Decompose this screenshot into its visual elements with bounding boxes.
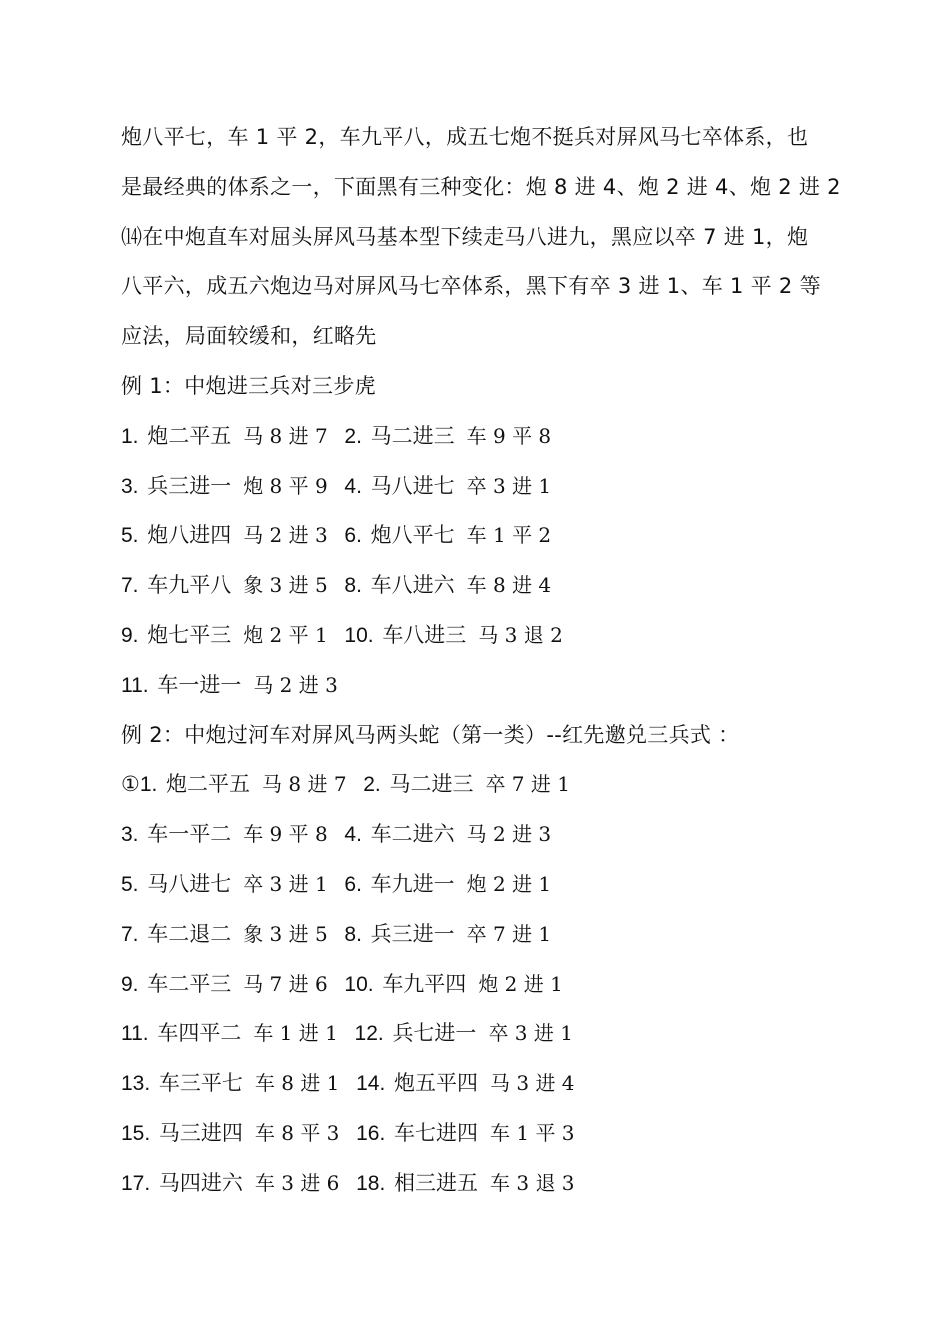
red-move: 车七进四 [394, 1120, 478, 1145]
move-number: 17. [121, 1171, 151, 1195]
red-move: 兵三进一 [147, 473, 232, 498]
move-pair [121, 661, 338, 711]
black-move: 车 9 平 8 [466, 423, 552, 448]
move-pair [121, 1159, 339, 1209]
move-number: 11. [121, 1022, 149, 1046]
move-row [121, 1159, 841, 1209]
black-move: 车 1 平 2 [466, 523, 552, 548]
move-number: 8. [344, 922, 362, 946]
move-pair [356, 1059, 574, 1109]
move-row [121, 611, 841, 661]
move-number: 4. [344, 474, 362, 498]
black-move: 车 9 平 8 [243, 822, 328, 847]
move-number: 18. [356, 1171, 386, 1195]
black-move: 车 8 进 4 [466, 573, 552, 598]
move-pair [121, 1009, 338, 1059]
document-content [121, 113, 841, 1209]
move-pair [356, 1109, 574, 1159]
black-move: 马 2 进 3 [466, 822, 552, 847]
black-move: 炮 2 平 1 [243, 622, 328, 647]
black-move: 马 7 进 6 [243, 971, 328, 996]
paragraph-line: ⒁在中炮直车对屈头屏风马基本型下续走马八进九，黑应以卒 7 进 1，炮 [121, 224, 809, 249]
black-move: 卒 3 进 1 [243, 871, 328, 896]
red-move: 炮七平三 [147, 622, 232, 647]
move-row [121, 462, 841, 512]
black-move: 马 3 进 4 [490, 1071, 575, 1096]
move-row [121, 810, 841, 860]
move-pair [121, 1109, 339, 1159]
move-row [121, 561, 841, 611]
move-number: 10. [344, 623, 374, 647]
red-move: 车八进三 [382, 622, 467, 647]
move-pair [121, 1059, 339, 1109]
move-number: 1. [121, 424, 139, 448]
black-move: 炮 2 进 1 [466, 871, 552, 896]
red-move: 兵三进一 [370, 921, 455, 946]
move-number: 9. [121, 972, 139, 996]
red-move: 马八进七 [370, 473, 455, 498]
move-pair [344, 511, 551, 561]
red-move: 相三进五 [394, 1170, 478, 1195]
move-number: 9. [121, 623, 139, 647]
move-number: 15. [121, 1121, 151, 1145]
move-number: 12. [354, 1022, 384, 1046]
move-number: 5. [121, 872, 139, 896]
black-move: 炮 8 平 9 [243, 473, 328, 498]
move-number: 11. [121, 673, 149, 697]
black-move: 车 8 进 1 [254, 1071, 340, 1096]
black-move: 车 3 进 6 [254, 1170, 340, 1195]
black-move: 卒 7 进 1 [485, 772, 570, 797]
move-pair [121, 511, 328, 561]
red-move: 马三进四 [158, 1120, 243, 1145]
move-number: 16. [356, 1121, 386, 1145]
move-pair [363, 760, 570, 810]
black-move: 卒 7 进 1 [466, 921, 552, 946]
red-move: 炮二平五 [147, 423, 232, 448]
red-move: 炮五平四 [394, 1071, 478, 1096]
red-move: 车四平二 [157, 1021, 242, 1046]
move-number: 5. [121, 524, 139, 548]
black-move: 炮 2 进 1 [478, 971, 563, 996]
move-row [121, 1009, 841, 1059]
black-move: 车 1 进 1 [253, 1021, 338, 1046]
red-move: 炮八进四 [147, 523, 232, 548]
move-pair [344, 561, 551, 611]
paragraph-line: 是最经典的体系之一，下面黑有三种变化：炮 8 进 4、炮 2 进 4、炮 2 进 2 [121, 174, 841, 199]
move-pair [121, 810, 328, 860]
red-move: 车九平八 [147, 573, 232, 598]
move-pair [121, 860, 328, 910]
move-pair [121, 960, 328, 1010]
paragraph-line: 炮八平七，车 1 平 2，车九平八，成五七炮不挺兵对屏风马七卒体系，也 [121, 125, 809, 149]
black-move: 马 3 退 2 [478, 622, 563, 647]
move-number: 13. [121, 1072, 151, 1096]
move-number: 3. [121, 823, 139, 847]
move-number: 7. [121, 922, 139, 946]
move-pair [344, 462, 551, 512]
move-pair [121, 910, 328, 960]
move-pair [121, 462, 328, 512]
move-number: ①1. [121, 773, 158, 797]
move-number: 8. [344, 574, 362, 598]
move-pair [344, 960, 562, 1010]
move-row [121, 760, 841, 810]
red-move: 兵七进一 [392, 1021, 477, 1046]
move-pair [344, 611, 562, 661]
black-move: 马 2 进 3 [243, 523, 328, 548]
paragraph-line: 八平六，成五六炮边马对屏风马七卒体系，黑下有卒 3 进 1、车 1 平 2 等 [121, 274, 821, 299]
black-move: 象 3 进 5 [243, 573, 328, 598]
move-number: 7. [121, 574, 139, 598]
move-number: 6. [344, 524, 362, 548]
red-move: 马八进七 [147, 871, 232, 896]
move-number: 2. [344, 424, 362, 448]
move-pair [344, 810, 551, 860]
move-pair [121, 561, 328, 611]
black-move: 卒 3 进 1 [488, 1021, 573, 1046]
example-1-title: 例 1：中炮进三兵对三步虎 [121, 373, 376, 398]
black-move: 车 3 退 3 [490, 1170, 575, 1195]
move-row [121, 860, 841, 910]
move-pair [121, 412, 328, 462]
red-move: 马二进三 [370, 423, 455, 448]
move-row [121, 910, 841, 960]
move-row [121, 661, 841, 711]
red-move: 车二平三 [147, 971, 232, 996]
move-pair [344, 910, 551, 960]
move-pair [355, 1009, 573, 1059]
move-number: 4. [344, 823, 362, 847]
black-move: 马 8 进 7 [243, 423, 328, 448]
move-number: 2. [363, 773, 381, 797]
black-move: 车 1 平 3 [490, 1120, 575, 1145]
black-move: 车 8 平 3 [254, 1120, 340, 1145]
red-move: 车一平二 [147, 822, 232, 847]
red-move: 车九进一 [370, 871, 455, 896]
move-number: 3. [121, 474, 139, 498]
black-move: 象 3 进 5 [243, 921, 328, 946]
move-pair [344, 412, 551, 462]
move-row [121, 412, 841, 462]
move-pair [356, 1159, 574, 1209]
paragraph-line: 应法，局面较缓和，红略先 [121, 324, 377, 349]
black-move: 马 8 进 7 [262, 772, 347, 797]
red-move: 马四进六 [158, 1170, 243, 1195]
move-pair [121, 760, 347, 810]
red-move: 车一进一 [157, 672, 242, 697]
red-move: 车二进六 [370, 822, 455, 847]
move-number: 10. [344, 972, 374, 996]
red-move: 车八进六 [370, 573, 455, 598]
move-row [121, 1059, 841, 1109]
red-move: 车三平七 [158, 1071, 243, 1096]
red-move: 车二退二 [147, 921, 232, 946]
move-number: 6. [344, 872, 362, 896]
move-row [121, 960, 841, 1010]
move-pair [344, 860, 551, 910]
black-move: 马 2 进 3 [253, 672, 338, 697]
red-move: 炮二平五 [166, 772, 251, 797]
move-number: 14. [356, 1072, 386, 1096]
move-row [121, 1109, 841, 1159]
move-row [121, 511, 841, 561]
red-move: 炮八平七 [370, 523, 455, 548]
black-move: 卒 3 进 1 [466, 473, 552, 498]
red-move: 马二进三 [389, 772, 474, 797]
move-pair [121, 611, 328, 661]
red-move: 车九平四 [382, 971, 467, 996]
example-2-title: 例 2：中炮过河车对屏风马两头蛇（第一类）--红先邀兑三兵式 ： [121, 722, 740, 747]
